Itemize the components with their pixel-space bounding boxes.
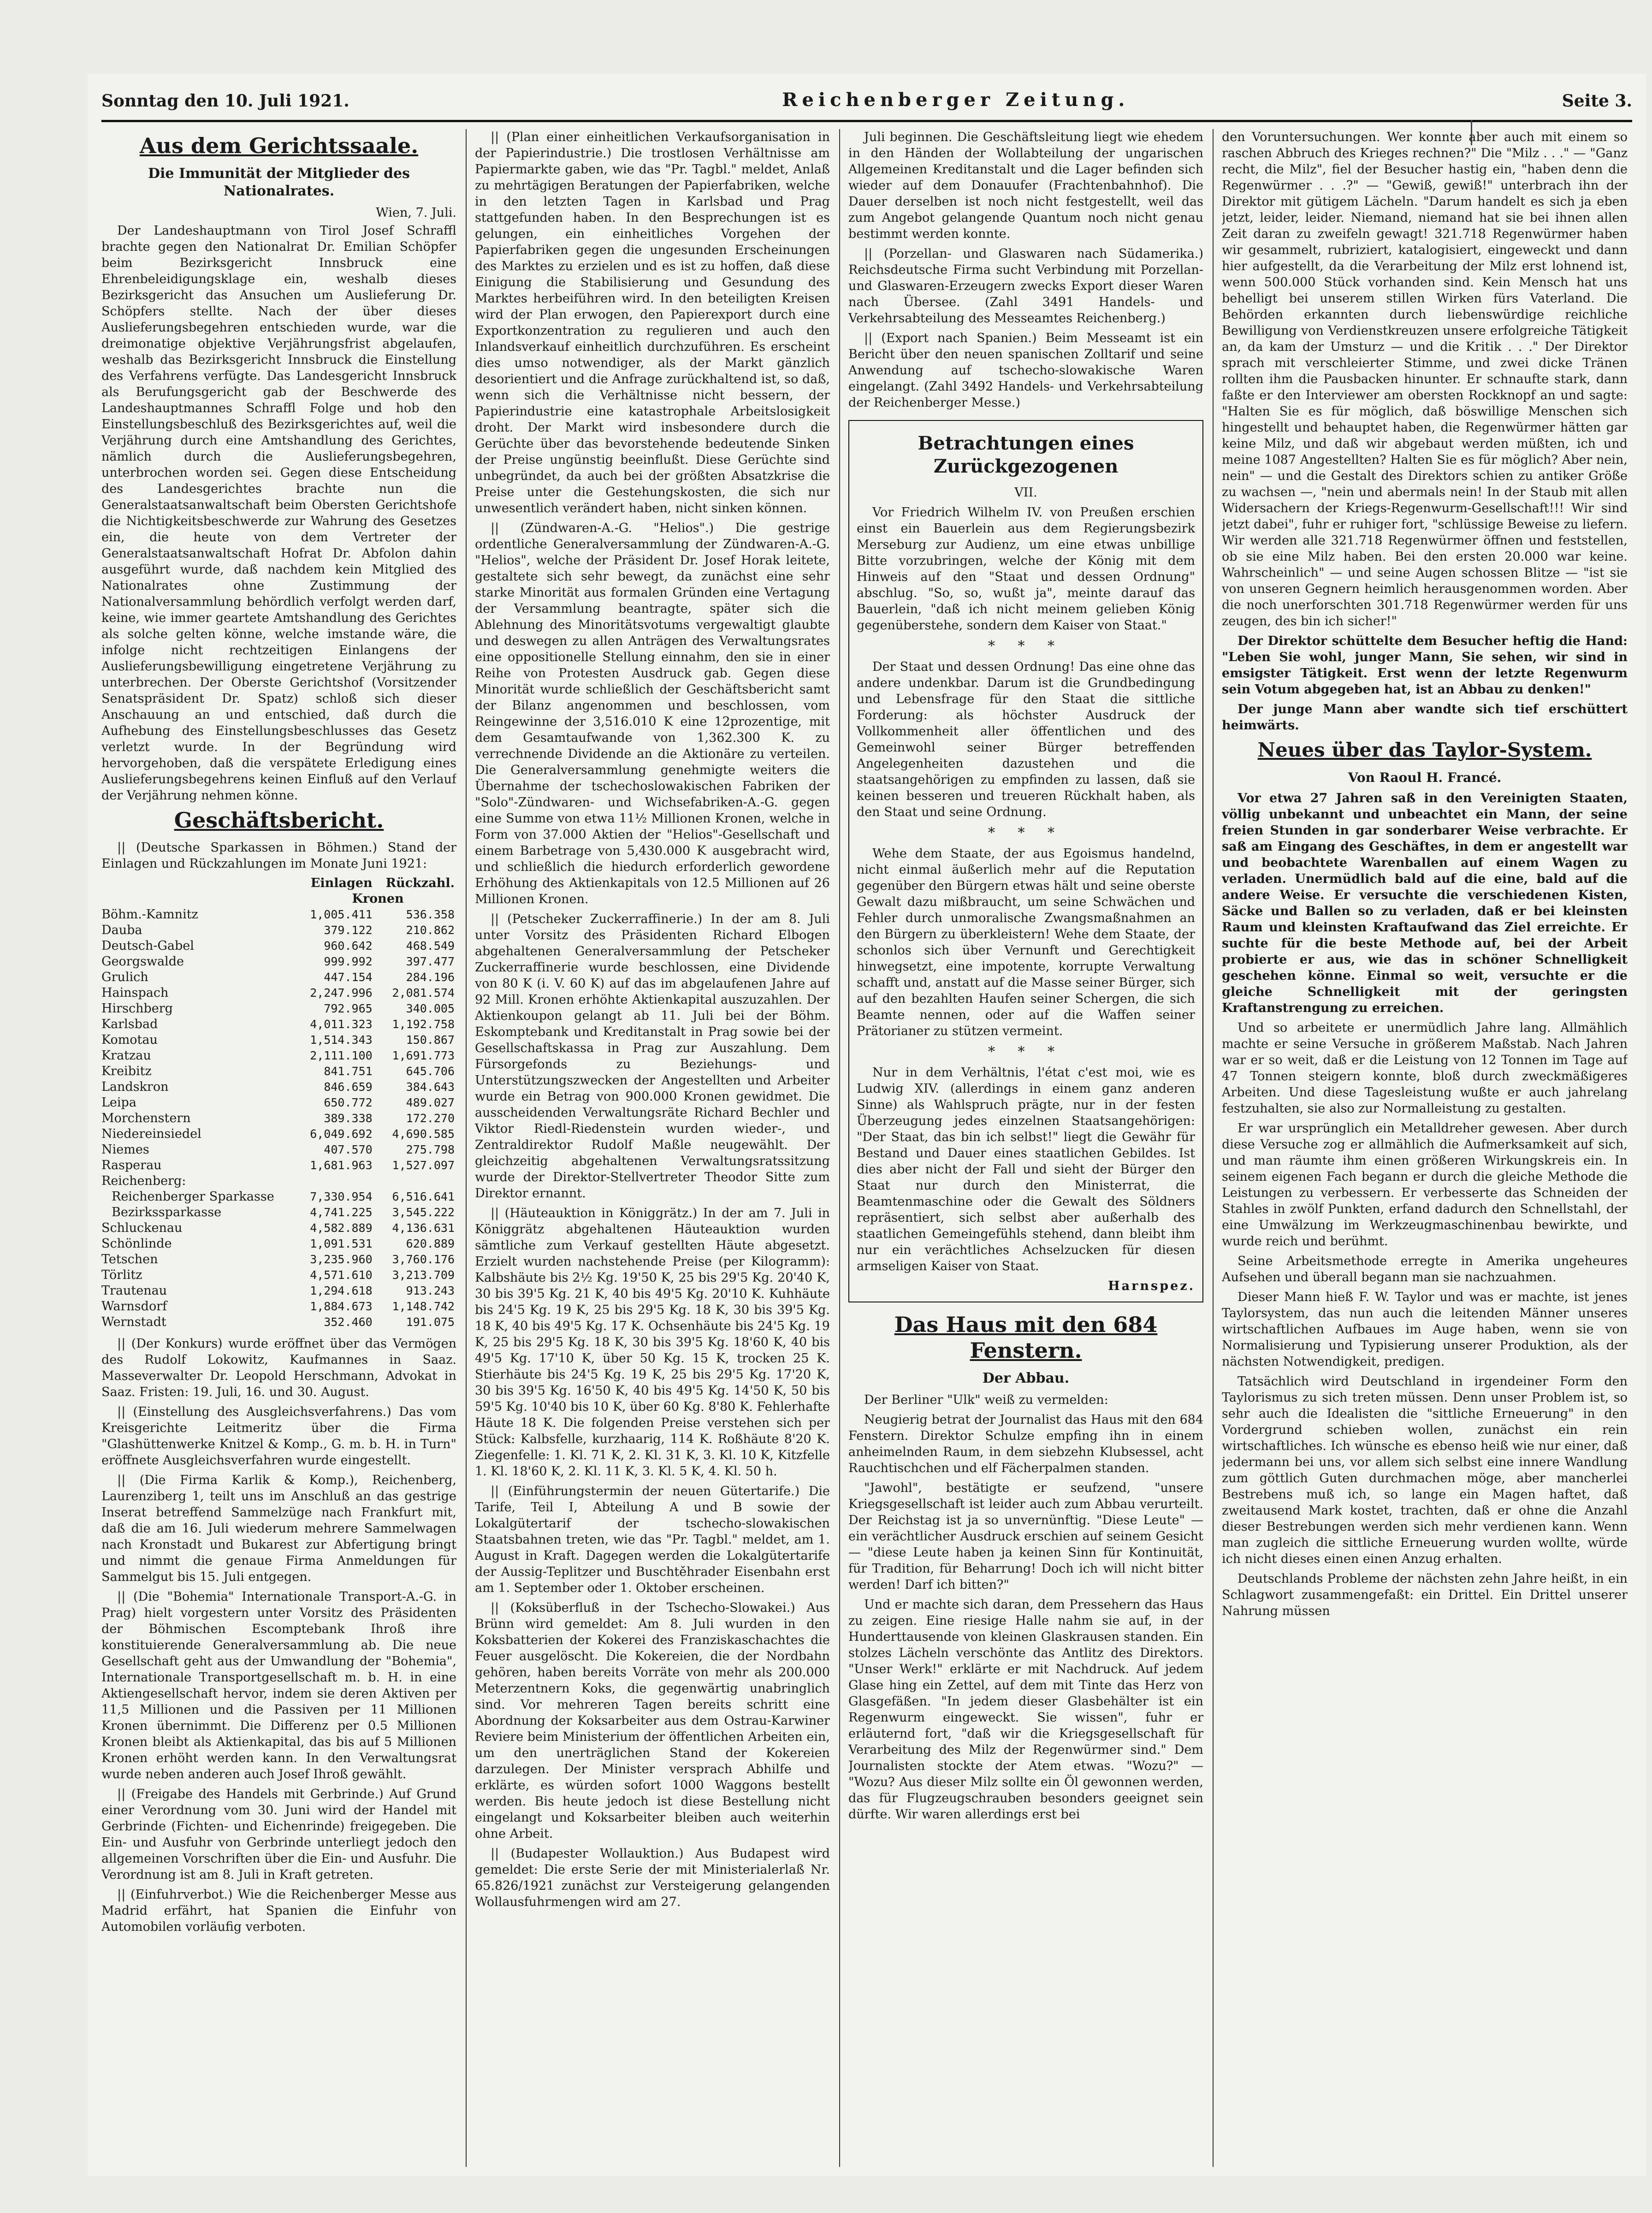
table-row bbox=[101, 1267, 456, 1283]
table-row bbox=[101, 1032, 456, 1048]
table-row bbox=[101, 1048, 456, 1064]
table-row bbox=[101, 1252, 456, 1267]
withdrawals-value: 3,760.176 bbox=[392, 1253, 455, 1266]
table-row bbox=[101, 1158, 456, 1173]
withdrawals-value: 2,081.574 bbox=[392, 986, 455, 1000]
table-row bbox=[101, 1205, 456, 1220]
article-paragraph: || (Petscheker Zuckerraffinerie.) In der am 8. Juli unter Vorsitz des Präsidenten Richard Elbogen abgehaltenen Generalversammlung der Petscheker Zuckerraffinerie wurde beschlossen, eine Dividende von 80 K (i. V. 60 K) auf das im abgelaufenen Jahre auf 92 Mill. Kronen erhöhte Aktienkapital auszuzahlen. Der Aktienkoupon gelangt ab 11. Juli bei der Böhm. Eskomptebank und Kreditanstalt in Prag sowie bei der Gesellschaftskassa in Prag zur Auszahlung. Dem Fürsorgefonds zu Beziehungs- und Unterstützungszwecken der Angestellten und Arbeiter wurde ein Betrag von 900.000 Kronen gewidmet. Die ausscheidenden Verwaltungsräte Richard Bechler und Viktor Riedl-Riedenstein wurden wieder-, und Zentraldirektor Rudolf Maßle neugewählt. Der gleichzeitig abgehaltenen Verwaltungsratssitzung wurde der Direktor-Stellvertreter Theodor Sitte zum Direktor ernannt. bbox=[475, 912, 830, 1201]
place-name: Morchenstern bbox=[101, 1111, 191, 1125]
column-header-deposits: Einlagen bbox=[310, 876, 373, 890]
withdrawals-value: 620.889 bbox=[406, 1237, 455, 1250]
feature-box-reflections bbox=[848, 420, 1203, 1302]
table-row bbox=[101, 907, 456, 923]
withdrawals-value: 489.027 bbox=[406, 1096, 455, 1109]
section-title-court: Aus dem Gerichtssaale. bbox=[139, 133, 419, 158]
withdrawals-value: 172.270 bbox=[406, 1112, 455, 1125]
header-paper-title: Reichenberger Zeitung. bbox=[782, 89, 1130, 111]
table-row bbox=[101, 938, 456, 954]
deposits-value: 846.659 bbox=[324, 1080, 373, 1094]
article-paragraph: || (Porzellan- und Glaswaren nach Südamerika.) Reichsdeutsche Firma sucht Verbindung mit Porzellan- und Glaswaren-Erzeugern zwecks Export dieser Waren nach Übersee. (Zahl 3491 Handels- und Verkehrsabteilung des Messeamtes Reichenberg.) bbox=[848, 247, 1203, 325]
article-paragraph: || (Einführungstermin der neuen Gütertarife.) Die Tarife, Teil I, Abteilung A und B sowie der Lokalgütertarif der tschecho-slowakischen Staatsbahnen treten, wie das "Pr. Tagbl." meldet, am 1. August in Kraft. Dagegen werden die Lokalgütertarife der Aussig-Teplitzer und Buschtěhrader Eisenbahn erst am 1. September oder 1. Oktober erscheinen. bbox=[475, 1484, 830, 1595]
withdrawals-value: 3,213.709 bbox=[392, 1268, 455, 1282]
article-paragraph: Neugierig betrat der Journalist das Haus mit den 684 Fenstern. Direktor Schulze empfing ihn in einem anheimelnden Raum, in dem siebzehn Klubsessel, acht Rauchtischchen und elf Fächerpalmen standen. bbox=[848, 1413, 1203, 1475]
separator: * * * bbox=[988, 638, 1064, 654]
withdrawals-value: 275.798 bbox=[406, 1143, 455, 1156]
feature-title: Betrachtungen eines Zurückgezogenen bbox=[918, 432, 1134, 477]
deposits-value: 389.338 bbox=[324, 1112, 373, 1125]
deposits-value: 7,330.954 bbox=[310, 1190, 373, 1203]
article-paragraph: || (Koksüberfluß in der Tschecho-Slowakei.) Aus Brünn wird gemeldet: Am 8. Juli wurden in den Koksbatterien der Kokerei des Franziskaschachtes die Feuer ausgelöscht. Die Kokereien, die der Nordbahn gehören, haben bereits Vorräte von mehr als 200.000 Meterzentnern Koks, die gegenwärtig unabringlich sind. Vor mehreren Tagen bereits schritt eine Abordnung der Koksarbeiter aus dem Ostrau-Karwiner Reviere beim Ministerium der öffentlichen Arbeiten ein, um den unerträglichen Stand der Kokereien darzulegen. Der Minister versprach Abhilfe und erklärte, es würden sofort 1000 Waggons bestellt werden. Bis heute jedoch ist diese Bestellung nicht eingelangt und Koksarbeiter bleiben auch weiterhin ohne Arbeit. bbox=[475, 1601, 830, 1841]
article-paragraph: Der junge Mann aber wandte sich tief erschüttert heimwärts. bbox=[1222, 702, 1628, 733]
column-1 bbox=[101, 129, 456, 2167]
withdrawals-value: 536.358 bbox=[406, 908, 455, 921]
article-paragraph: || (Plan einer einheitlichen Verkaufsorganisation in der Papierindustrie.) Die trostlosen Verhältnisse am Papiermarkte gaben, wie das "Pr. Tagbl." meldet, Anlaß zu mehrtägigen Beratungen der Papierfabriken, welche in den letzten Tagen in Karlsbad und Prag stattgefunden haben. In den Besprechungen ist es gelungen, ein einheitliches Vorgehen der Papierfabriken gegen die ungesunden Erscheinungen des Marktes zu erzielen und es ist zu hoffen, daß diese Einigung die Stabilisierung und Gesundung des Marktes herbeiführen wird. In den beteiligten Kreisen wird der Plan erwogen, den Papierexport durch eine Exportkonzentration zu regulieren und auch den Inlandsverkauf einheitlich durchzuführen. Es erscheint dies umso notwendiger, als der Markt gänzlich desorientiert und die Anfrage zurückhaltend ist, so daß, wenn sich die Verhältnisse nicht bessern, der Papierindustrie eine katastrophale Arbeitslosigkeit droht. Der Markt wird insbesondere durch die Gerüchte über das bevorstehende bedeutende Sinken der Preise ungünstig beeinflußt. Diese Gerüchte sind unbegründet, da auch bei der größten Absatzkrise die Preise unter die Gestehungskosten, die sich nur unwesentlich verändert haben, nicht sinken können. bbox=[475, 130, 830, 515]
table-header-row bbox=[101, 876, 456, 891]
withdrawals-value: 1,148.742 bbox=[392, 1300, 455, 1313]
deposits-value: 2,111.100 bbox=[310, 1049, 373, 1062]
article-paragraph: || (Häuteauktion in Königgrätz.) In der am 7. Juli in Königgrätz abgehaltenen Häuteauktion wurden sämtliche zum Verkauf gestellten Häute abgesetzt. Erzielt wurden nachstehende Preise (per Kilogramm): Kalbshäute bis 2½ Kg. 19'50 K, 25 bis 29'5 Kg. 20'40 K, 30 bis 39'5 Kg. 21 K, 40 bis 49'5 Kg. 20'10 K. Kuhhäute bis 24'5 Kg. 19 K, 25 bis 29'5 Kg. 18 K, 30 bis 39'5 Kg. 18 K, 40 bis 49'5 Kg. 17 K. Ochsenhäute bis 24'5 Kg. 19 K, 25 bis 29'5 Kg. 18 K, 30 bis 39'5 Kg. 18'60 K, 40 bis 49'5 Kg. 17'10 K, über 50 Kg. 15 K, trocken 25 K. Stierhäute bis 24'5 Kg. 19 K, 25 bis 29'5 Kg. 17'20 K, 30 bis 39'5 Kg. 16'50 K, 40 bis 49'5 Kg. 14'50 K, 50 bis 59'5 Kg. 10'40 bis 10 K, über 60 Kg. 8'80 K. Fehlerhafte Häute 18 K. Die folgenden Preise verstehen sich per Stück: Kalbsfelle, kurzhaarig, 114 K. Roßhäute 8'20 K. Ziegenfelle: 1. Kl. 71 K, 2. Kl. 31 K, 3. Kl. 10 K, Kitzfelle 1. Kl. 18'60 K, 2. Kl. 11 K, 3. Kl. 5 K, 4. Kl. 50 h. bbox=[475, 1206, 830, 1479]
table-row bbox=[101, 1111, 456, 1126]
place-name: Schluckenau bbox=[101, 1221, 183, 1235]
place-name: Warnsdorf bbox=[101, 1299, 167, 1314]
article-paragraph: "Jawohl", bestätigte er seufzend, "unsere Kriegsgesellschaft ist leider auch zum Abbau verurteilt. Der Reichstag ist ja so unvernünftig. "Diese Leute" — ein verächtlicher Ausdruck erschien auf seinem Gesicht — "diese Leute haben ja keinen Sinn für Kontinuität, für Tradition, für Beharrung! Doch ich will nicht bitter werden! Darf ich bitten?" bbox=[848, 1481, 1203, 1592]
article-author: Von Raoul H. Francé. bbox=[1348, 770, 1502, 785]
deposits-value: 999.992 bbox=[324, 955, 373, 968]
place-name: Hirschberg bbox=[101, 1001, 173, 1016]
table-row bbox=[101, 1126, 456, 1142]
deposits-value: 1,514.343 bbox=[310, 1033, 373, 1047]
column-divider bbox=[466, 129, 467, 2167]
deposits-value: 6,049.692 bbox=[310, 1127, 373, 1141]
table-row bbox=[101, 954, 456, 970]
article-title-taylor: Neues über das Taylor-System. bbox=[1257, 739, 1592, 761]
page-header bbox=[101, 78, 1632, 111]
table-row bbox=[101, 1064, 456, 1079]
place-name: Reichenberg: bbox=[101, 1174, 186, 1188]
article-paragraph: Der Berliner "Ulk" weiß zu vermelden: bbox=[864, 1393, 1108, 1407]
deposits-value: 1,005.411 bbox=[310, 908, 373, 921]
article-paragraph: Seine Arbeitsmethode erregte in Amerika ungeheures Aufsehen und überall begann man sie nachzuahmen. bbox=[1222, 1254, 1628, 1284]
deposits-value: 379.122 bbox=[324, 923, 373, 937]
table-row bbox=[101, 1299, 456, 1314]
place-name: Dauba bbox=[101, 923, 142, 937]
savings-table bbox=[101, 876, 456, 1330]
column-3 bbox=[848, 129, 1203, 2167]
article-paragraph: || (Export nach Spanien.) Beim Messeamt ist ein Bericht über den neuen spanischen Zolltarif und seine Anwendung auf tschecho-slowakische Waren eingelangt. (Zahl 3492 Handels- und Verkehrsabteilung der Reichenberger Messe.) bbox=[848, 331, 1203, 410]
withdrawals-value: 468.549 bbox=[406, 939, 455, 953]
article-paragraph: || (Deutsche Sparkassen in Böhmen.) Stand der Einlagen und Rückzahlungen im Monate Juni 1921: bbox=[101, 840, 456, 871]
article-paragraph: || (Zündwaren-A.-G. "Helios".) Die gestrige ordentliche Generalversammlung der Zündwaren-A.-G. "Helios", welche der Präsident Dr. Josef Horak leitete, gestaltete sich sehr bewegt, da zunächst eine sehr starke Minorität aus formalen Gründen eine Vertagung der Versammlung beantragte, später sich die Ablehnung des Minoritätsvotums vergewaltigt glaubte und deswegen zu allen Anträgen des Verwaltungsrates eine oppositionelle Stellung einnahm, den sie in einer Reihe von Protesten Ausdruck gab. Gegen diese Minorität wurde schließlich der Geschäftsbericht samt der Bilanz angenommen und beschlossen, vom Reingewinne der 3,516.010 K eine 12prozentige, mit dem Gesamtaufwande von 1,362.300 K. zu verrechnende Dividende an die Aktionäre zu verteilen. Die Generalversammlung genehmigte weiters die Übernahme der tschechoslowakischen Fabriken der "Solo"-Zündwaren- und Wichsefabriken-A.-G. gegen eine Summe von etwa 11½ Millionen Kronen, welche in Form von 37.000 Aktien der "Helios"-Gesellschaft und einem Barbetrage von 5,430.000 K ausgebracht wird, und schließlich die hiedurch erforderlich gewordene Erhöhung des Aktienkapitals von 12.5 Millionen auf 26 Millionen Kronen. bbox=[475, 521, 830, 906]
column-divider bbox=[1213, 129, 1214, 2167]
deposits-value: 352.460 bbox=[324, 1315, 373, 1329]
article-paragraph: Vor Friedrich Wilhelm IV. von Preußen erschien einst ein Bauerlein aus dem Regierungsbezirk Merseburg zur Audienz, um eine etwas unbillige Bitte vorzubringen, welche der König mit dem Hinweis auf den "Staat und dessen Ordnung" abschlug. "So, so, wußt ja", meinte darauf das Bauerlein, "daß ich nicht meinem gelieben König gegenüberstehe, sondern dem Kaiser von Staat." bbox=[857, 505, 1195, 633]
header-date: Sonntag den 10. Juli 1921. bbox=[101, 91, 349, 111]
place-name: Wernstadt bbox=[101, 1315, 166, 1329]
withdrawals-value: 340.005 bbox=[406, 1002, 455, 1015]
deposits-value: 1,884.673 bbox=[310, 1300, 373, 1313]
column-2 bbox=[475, 129, 830, 2167]
article-subtitle-house: Der Abbau. bbox=[982, 1370, 1070, 1386]
table-row bbox=[101, 985, 456, 1001]
article-paragraph: Juli beginnen. Die Geschäftsleitung liegt wie ehedem in den Händen der Wollabteilung der ungarischen Allgemeinen Kreditanstalt und die Lager befinden sich wieder auf dem Donauufer (Frachtenbahnhof). Die Dauer derselben ist noch nicht festgestellt, weil das zum Angebot gelangende Quantum noch nicht genau bestimmt werden konnte. bbox=[848, 130, 1203, 241]
article-paragraph: Er war ursprünglich ein Metalldreher gewesen. Aber durch diese Versuche zog er allmählich die Aufmerksamkeit auf sich, und man räumte ihm einen größeren Wirkungskreis ein. In seinem eigenen Fach begann er durch die gleiche Methode die Leistungen zu verbessern. Er verbesserte das Schneiden der Stahles in zwölf Punkten, erfand dadurch den Schnellstahl, der eine Umwälzung im Werkzeugmaschinenbau bewirkte, und wurde reich und berühmt. bbox=[1222, 1121, 1628, 1249]
table-row bbox=[101, 1142, 456, 1158]
place-name: Niedereinsiedel bbox=[101, 1127, 201, 1141]
article-paragraph: den Voruntersuchungen. Wer konnte aber auch mit einem so raschen Abbruch des Krieges rechnen?" Die "Milz . . ." — "Ganz recht, die Milz", fiel der Besucher hastig ein, "haben denn die Regenwürmer . . .?" — "Gewiß, gewiß!" unterbrach ihn der Direktor mit gütigem Lächeln. "Darum handelt es sich ja eben jetzt, leider, leider. Niemand, niemand hat sie bei ihnen allen Zeit daran zu zweifeln gewagt! 321.718 Regenwürmer haben wir gesammelt, rubriziert, katalogisiert, eingeweckt und dann hier aufgestellt, da die Verarbeitung der Milz erst lohnend ist, wenn 500.000 Stück vorhanden sind. Kein Mensch hat uns behelligt bei unserem stillen Wirken fürs Vaterland. Die Behörden erkannten durch liebenswürdige reichliche Bewilligung von Verdienstkreuzen unsere erfolgreiche Tätigkeit an, da kam der Umsturz — und die Kritik . . ." Der Direktor sprach mit verschleierter Stimme, und zwei dicke Tränen rollten ihm die Pausbacken hinunter. Er schnaufte stark, dann faßte er den Interviewer am obersten Rockknopf an und sagte: "Halten Sie es für möglich, daß böswillige Menschen sich hingestellt und behauptet haben, die Regenwürmer hätten gar keine Milz, und daß wir abgebaut werden müßten, ich und meine 1087 Angestellten? Halten Sie es für möglich? Aber nein, nein" — und die Gestalt des Direktors schien zu antiker Größe zu wachsen —, "nein und abermals nein! In der Staub mit allen Widersachern der Kriegs-Regenwurm-Gesellschaft!!! Wir sind jetzt dabei", fuhr er ruhiger fort, "schlüssige Beweise zu liefern. Wir werden alle 321.718 Regenwürmer öffnen und feststellen, ob sie eine Milz haben. Bei den ersten 20.000 war keine. Wahrscheinlich" — und seine Augen schossen Blitze — "ist sie von unseren Gegnern heimlich herausgenommen worden. Aber die noch unerforschten 301.718 Regenwürmer werden für uns zeugen, des bin ich sicher!" bbox=[1222, 130, 1628, 628]
place-name: Kratzau bbox=[101, 1048, 151, 1063]
article-paragraph: || (Die Firma Karlik & Komp.), Reichenberg, Laurenziberg 1, teilt uns im Anschluß an das gestrige Inserat betreffend Sammelzüge nach Frankfurt mit, daß die am 16. Juli wiederum mehrere Sammelwagen nach Kronstadt und Bukarest zur Abfertigung bringt und nimmt die genaue Firma Anmeldungen für Sammelgut bis 15. Juli entgegen. bbox=[101, 1473, 456, 1584]
place-name: Karlsbad bbox=[101, 1017, 158, 1031]
article-paragraph: Der Direktor schüttelte dem Besucher heftig die Hand: "Leben Sie wohl, junger Mann, Sie sehen, wir sind in emsigster Tätigkeit. Erst wenn der letzte Regenwurm sein Votum abgegeben hat, ist an Abbau zu denken!" bbox=[1222, 634, 1628, 697]
article-paragraph: Der Staat und dessen Ordnung! Das eine ohne das andere undenkbar. Darum ist die Grundbedingung und Lebensfrage für den Staat die sittliche Forderung: als höchster Ausdruck der Vollkommenheit aller öffentlichen und des Gemeinwohl seiner Bürger betreffenden Angelegenheiten dazustehen und die staatsangehörigen zu empfinden zu lassen, daß sie keinen besseren und treueren Rückhalt haben, als den Staat und seine Ordnung. bbox=[857, 660, 1195, 819]
article-paragraph: Tatsächlich wird Deutschland in irgendeiner Form den Taylorismus zu sich treten müssen. Denn unser Problem ist, so sehr auch die Idealisten die "sittliche Erneuerung" in den Vordergrund schieben wollen, zunächst ein rein wirtschaftliches. Ich wünsche es ebenso heiß wie nur einer, daß jedermann bei uns, vor allem sich selbst eine innere Wandlung zum göttlich Guten durchmachen möge, aber mancherlei Bestrebens muß ich, so lange ein Magen haftet, daß zweitausend Mark kostet, trachten, daß er ohne die Anzahl dieser Bestrebungen werden sich mehr verdienen kann. Wenn man zugleich die sittliche Erneuerung wurden wollte, würde ich nicht dieses einen einen Anzug erhalten. bbox=[1222, 1374, 1628, 1566]
place-name: Grulich bbox=[101, 970, 148, 984]
article-paragraph: Dieser Mann hieß F. W. Taylor und was er machte, ist jenes Taylorsystem, das nun auch die leitenden Männer unseres wirtschaftlichen Aufbaues im Auge haben, wenn sie von Normalisierung und Typisierung unserer Produktion, als der nächsten Notwendigkeit, predigen. bbox=[1222, 1290, 1628, 1369]
article-paragraph: Wehe dem Staate, der aus Egoismus handelnd, nicht einmal äußerlich mehr auf die Reputation gegenüber den Bürgern etwas hält und seine oberste Gewalt dazu mißbraucht, um seine Schwächen und Fehler durch unmoralische Zwangsmaßnahmen an den Bürgern zu überkleistern! Wehe dem Staate, der schonlos sich über Vernunft und Gerechtigkeit hinwegsetzt, eine impotente, korrupte Verwaltung schafft und, anstatt auf die Masse seiner Bürger, sich auf den bezahlten Haufen seiner Schergen, die sich Beamte nennen, oder auf die Waffen seiner Prätorianer zu stützen vermeint. bbox=[857, 846, 1195, 1038]
place-name: Reichenberger Sparkasse bbox=[112, 1189, 274, 1204]
newspaper-page bbox=[88, 74, 1646, 2176]
deposits-value bbox=[299, 1173, 374, 1189]
table-row bbox=[101, 1079, 456, 1095]
table-row bbox=[101, 1095, 456, 1111]
place-name: Tetschen bbox=[101, 1252, 158, 1266]
separator: * * * bbox=[988, 825, 1064, 841]
withdrawals-value: 210.862 bbox=[406, 923, 455, 937]
deposits-value: 407.570 bbox=[324, 1143, 373, 1156]
deposits-value: 4,571.610 bbox=[310, 1268, 373, 1282]
withdrawals-value: 150.867 bbox=[406, 1033, 455, 1047]
withdrawals-value bbox=[374, 1173, 456, 1189]
place-name: Trautenau bbox=[101, 1284, 167, 1298]
deposits-value: 2,247.996 bbox=[310, 986, 373, 1000]
table-row bbox=[101, 970, 456, 985]
deposits-value: 3,235.960 bbox=[310, 1253, 373, 1266]
table-row bbox=[101, 1017, 456, 1032]
place-name: Deutsch-Gabel bbox=[101, 939, 194, 953]
feature-number: VII. bbox=[1014, 485, 1037, 500]
article-paragraph: || (Freigabe des Handels mit Gerbrinde.) Auf Grund einer Verordnung vom 30. Juni wird der Handel mit Gerbrinde (Fichten- und Eichenrinde) freigegeben. Die Ein- und Ausfuhr von Gerbrinde unterliegt jedoch den allgemeinen Vorschriften über die Ein- und Ausfuhr. Die Verordnung ist am 8. Juli in Kraft getreten. bbox=[101, 1787, 456, 1882]
table-row bbox=[101, 1001, 456, 1017]
place-name: Hainspach bbox=[101, 986, 169, 1000]
place-name: Kreibitz bbox=[101, 1064, 152, 1078]
place-name: Leipa bbox=[101, 1095, 136, 1110]
article-title-immunity: Die Immunität der Mitglieder des Nationalrates. bbox=[148, 166, 410, 199]
deposits-value: 1,091.531 bbox=[310, 1237, 373, 1250]
deposits-value: 792.965 bbox=[324, 1002, 373, 1015]
place-name: Georgswalde bbox=[101, 954, 184, 969]
withdrawals-value: 1,691.773 bbox=[392, 1049, 455, 1062]
table-row bbox=[101, 1189, 456, 1205]
table-row bbox=[101, 1236, 456, 1252]
withdrawals-value: 3,545.222 bbox=[392, 1206, 455, 1219]
deposits-value: 4,011.323 bbox=[310, 1018, 373, 1031]
deposits-value: 1,681.963 bbox=[310, 1159, 373, 1172]
article-paragraph: Und so arbeitete er unermüdlich Jahre lang. Allmählich machte er seine Versuche in größerem Maßstab. Nach Jahren war er so weit, daß er die Leistung von 12 Tonnen im Tage auf 47 Tonnen steigern konnte, bloß durch zweckmäßigeres Arbeiten. Und diese Tagesleistung wußte er auch jahrelang festzuhalten, sie also zur Normalleistung zu gestalten. bbox=[1222, 1021, 1628, 1116]
withdrawals-value: 384.643 bbox=[406, 1080, 455, 1094]
place-name: Niemes bbox=[101, 1142, 149, 1157]
article-paragraph: Und er machte sich daran, dem Pressehern das Haus zu zeigen. Eine riesige Halle nahm sie auf, in der Hunderttausende von kleinen Glaskrausen standen. Ein stolzes Lächeln verschönte das Antlitz des Direktors. "Unser Werk!" erklärte er mit Nachdruck. Auf jedem Glase hing ein Zettel, auf dem mit Tinte das Herz von Glasgefäßen. "In jedem dieser Glasbehälter ist ein Regenwurm eingeweckt. Sie wissen", fuhr er erläuternd fort, "daß wir die Kriegsgesellschaft für Verarbeitung des Milz der Regenwürmer sind." Dem Journalisten stockte der Atem etwas. "Wozu?" — "Wozu? Aus dieser Milz sollte ein Öl gewonnen werden, das für Flugzeugschrauben besonders geeignet sein dürfte. Wir waren allerdings erst bei bbox=[848, 1598, 1203, 1822]
deposits-value: 1,294.618 bbox=[310, 1284, 373, 1297]
separator: * * * bbox=[988, 1044, 1064, 1060]
table-row bbox=[101, 1283, 456, 1299]
article-title-house: Das Haus mit den 684 Fenstern. bbox=[894, 1312, 1158, 1363]
header-page-number: Seite 3. bbox=[1562, 91, 1632, 111]
article-paragraph: Vor etwa 27 Jahren saß in den Vereinigten Staaten, völlig unbekannt und unbeachtet ein Mann, der seine freien Stunden in gar sonderbarer Weise verbrachte. Er saß am Eingang des Geschäftes, in dem er angestellt war und beobachtete Warenballen auf einem Wagen zu verladen. Unermüdlich bald auf die eine, bald auf die andere Weise. Er versuchte die verschiedenen Kisten, Säcke und Ballen so zu verladen, daß er bei kleinsten Raum und kleinsten Kraftaufwand das Ziel erreichte. Er suchte für die beste Methode auf, bei der Arbeit probierte er aus, wie das in schöner Schnelligkeit geschehen könne. Einmal so weit, versuchte er die gleiche Schnelligkeit mit der geringsten Kraftanstrengung zu erreichen. bbox=[1222, 791, 1628, 1015]
table-unit-row bbox=[101, 891, 456, 907]
column-4 bbox=[1222, 129, 1628, 2167]
deposits-value: 960.642 bbox=[324, 939, 373, 953]
header-rule bbox=[101, 120, 1632, 122]
table-row bbox=[101, 1173, 456, 1189]
dateline: Wien, 7. Juli. bbox=[376, 206, 456, 220]
withdrawals-value: 191.075 bbox=[406, 1315, 455, 1329]
article-paragraph: Der Landeshauptmann von Tirol Josef Schraffl brachte gegen den Nationalrat Dr. Emilian Schöpfer beim Bezirksgericht Innsbruck eine Ehrenbeleidigungsklage ein, weshalb dieses Bezirksgericht das Ansuchen um Auslieferung Dr. Schöpfers stellte. Nach der über dieses Auslieferungsbegehren entschieden wurde, war die dreimonatige objektive Verjährungsfrist abgelaufen, weshalb das Bezirksgericht Innsbruck die Einstellung des Verfahrens verfügte. Das Landesgericht Innsbruck als Berufungsgericht gab der Beschwerde des Landeshauptmannes Schraffl Folge und hob den Einstellungsbeschluß des Bezirksgerichtes auf, weil die Verjährung durch eine Amtshandlung des Gerichtes, nämlich durch die Auslieferungsbegehren, unterbrochen worden sei. Gegen diese Entscheidung des Landesgerichtes brachte nun die Generalstaatsanwaltschaft beim Obersten Gerichtshofe die Nichtigkeitsbeschwerde zur Wahrung des Gesetzes ein, die heute von dem Vertreter der Generalstaatsanwaltschaft Hofrat Dr. Abfolon dahin ausgeführt wurde, daß nachdem kein Mitglied des Nationalrates ohne Zustimmung der Nationalversammlung behördlich verfolgt werden darf, keine, wie immer geartete Amtshandlung des Gerichtes als solche gelten könne, welche imstande wäre, die infolge nicht rechtzeitigen Einlangens der Auslieferungsbewilligung eingetretene Verjährung zu unterbrechen. Der Oberste Gerichtshof (Vorsitzender Senatspräsident Dr. Spatz) schloß sich dieser Anschauung an und entschied, daß durch die Aufhebung des Einstellungsbeschlusses das Gesetz verletzt wurde. In der Begründung wird hervorgehoben, daß die verspätete Erledigung eines Auslieferungsbegehrens keinen Einfluß auf den Verlauf der Verjährung nehmen könne. bbox=[101, 224, 456, 803]
place-name: Schönlinde bbox=[101, 1237, 172, 1251]
table-unit: Kronen bbox=[352, 892, 404, 906]
deposits-value: 4,741.225 bbox=[310, 1206, 373, 1219]
withdrawals-value: 4,136.631 bbox=[392, 1221, 455, 1235]
place-name: Böhm.-Kamnitz bbox=[101, 907, 198, 922]
article-paragraph: || (Der Konkurs) wurde eröffnet über das Vermögen des Rudolf Lokowitz, Kaufmannes in Saaz. Masseverwalter Dr. Leopold Herschmann, Advokat in Saaz. Fristen: 19. Juli, 16. und 30. August. bbox=[101, 1337, 456, 1399]
article-paragraph: Nur in dem Verhältnis, l'état c'est moi, wie es Ludwig XIV. (allerdings in einem ganz anderen Sinne) als Wahlspruch prägte, nur in der festen Überzeugung jedes einzelnen Staatsangehörigen: "Der Staat, das bin ich selbst!" liegt die Gewähr für Bestand und Dauer eines staatlichen Gebildes. Ist dies aber nicht der Fall und sieht der Bürger den Staat nur durch den Ministerrat, die Beamtenmaschine oder die Gewalt des Söldners repräsentiert, sich selbst aber außerhalb des staatlichen Gemeingefühls stehend, dann bleibt ihm nur ein verächtliches Achselzucken für diesen armseligen Kaiser von Staat. bbox=[857, 1065, 1195, 1273]
article-paragraph: || (Budapester Wollauktion.) Aus Budapest wird gemeldet: Die erste Serie der mit Ministerialerlaß Nr. 65.826/1921 zunächst zur Versteigerung gelangenden Wollausfuhrmengen wird am 27. bbox=[475, 1846, 830, 1909]
place-name: Landskron bbox=[101, 1080, 169, 1094]
withdrawals-value: 645.706 bbox=[406, 1065, 455, 1078]
article-paragraph: || (Einstellung des Ausgleichsverfahrens.) Das vom Kreisgerichte Leitmeritz über die Firma "Glashüttenwerke Knitzel & Komp., G. m. b. H. in Turn" eröffnete Ausgleichsverfahren wurde eingestellt. bbox=[101, 1405, 456, 1467]
withdrawals-value: 397.477 bbox=[406, 955, 455, 968]
article-paragraph: || (Die "Bohemia" Internationale Transport-A.-G. in Prag) hielt vorgestern unter Vorsitz des Präsidenten der Böhmischen Escomptebank Ihroß ihre konstituierende Generalversammlung ab. Die neue Gesellschaft geht aus der Umwandlung der "Bohemia", Internationale Transportgesellschaft m. b. H. in eine Aktiengesellschaft hervor, indem sie deren Aktiven per 11,5 Millionen und die Passiven per 11 Millionen Kronen übernimmt. Die Differenz per 0.5 Millionen Kronen bleibt als Aktienkapital, das bis auf 5 Millionen Kronen erhöht werden kann. In den Verwaltungsrat wurde neben anderen auch Josef Ihroß gewählt. bbox=[101, 1590, 456, 1781]
withdrawals-value: 1,192.758 bbox=[392, 1018, 455, 1031]
withdrawals-value: 1,527.097 bbox=[392, 1159, 455, 1172]
deposits-value: 650.772 bbox=[324, 1096, 373, 1109]
withdrawals-value: 284.196 bbox=[406, 970, 455, 984]
place-name: Törlitz bbox=[101, 1268, 142, 1282]
section-title-business: Geschäftsbericht. bbox=[174, 808, 384, 833]
table-row bbox=[101, 1314, 456, 1330]
place-name: Komotau bbox=[101, 1033, 158, 1047]
place-name: Bezirkssparkasse bbox=[112, 1205, 222, 1219]
withdrawals-value: 6,516.641 bbox=[392, 1190, 455, 1203]
article-paragraph: Deutschlands Probleme der nächsten zehn Jahre heißt, in ein Schlagwort zusammengefaßt: ein Drittel. Ein Drittel unserer Nahrung müssen bbox=[1222, 1572, 1628, 1618]
withdrawals-value: 4,690.585 bbox=[392, 1127, 455, 1141]
withdrawals-value: 913.243 bbox=[406, 1284, 455, 1297]
table-row bbox=[101, 923, 456, 938]
column-divider bbox=[839, 129, 840, 2167]
place-name: Rasperau bbox=[101, 1158, 162, 1172]
deposits-value: 841.751 bbox=[324, 1065, 373, 1078]
feature-signature: Harnspez. bbox=[1108, 1279, 1195, 1293]
table-row bbox=[101, 1220, 456, 1236]
deposits-value: 447.154 bbox=[324, 970, 373, 984]
article-paragraph: || (Einfuhrverbot.) Wie die Reichenberger Messe aus Madrid erfährt, hat Spanien die Einfuhr von Automobilen vorläufig verboten. bbox=[101, 1888, 456, 1934]
column-header-withdrawals: Rückzahl. bbox=[385, 876, 455, 890]
deposits-value: 4,582.889 bbox=[310, 1221, 373, 1235]
